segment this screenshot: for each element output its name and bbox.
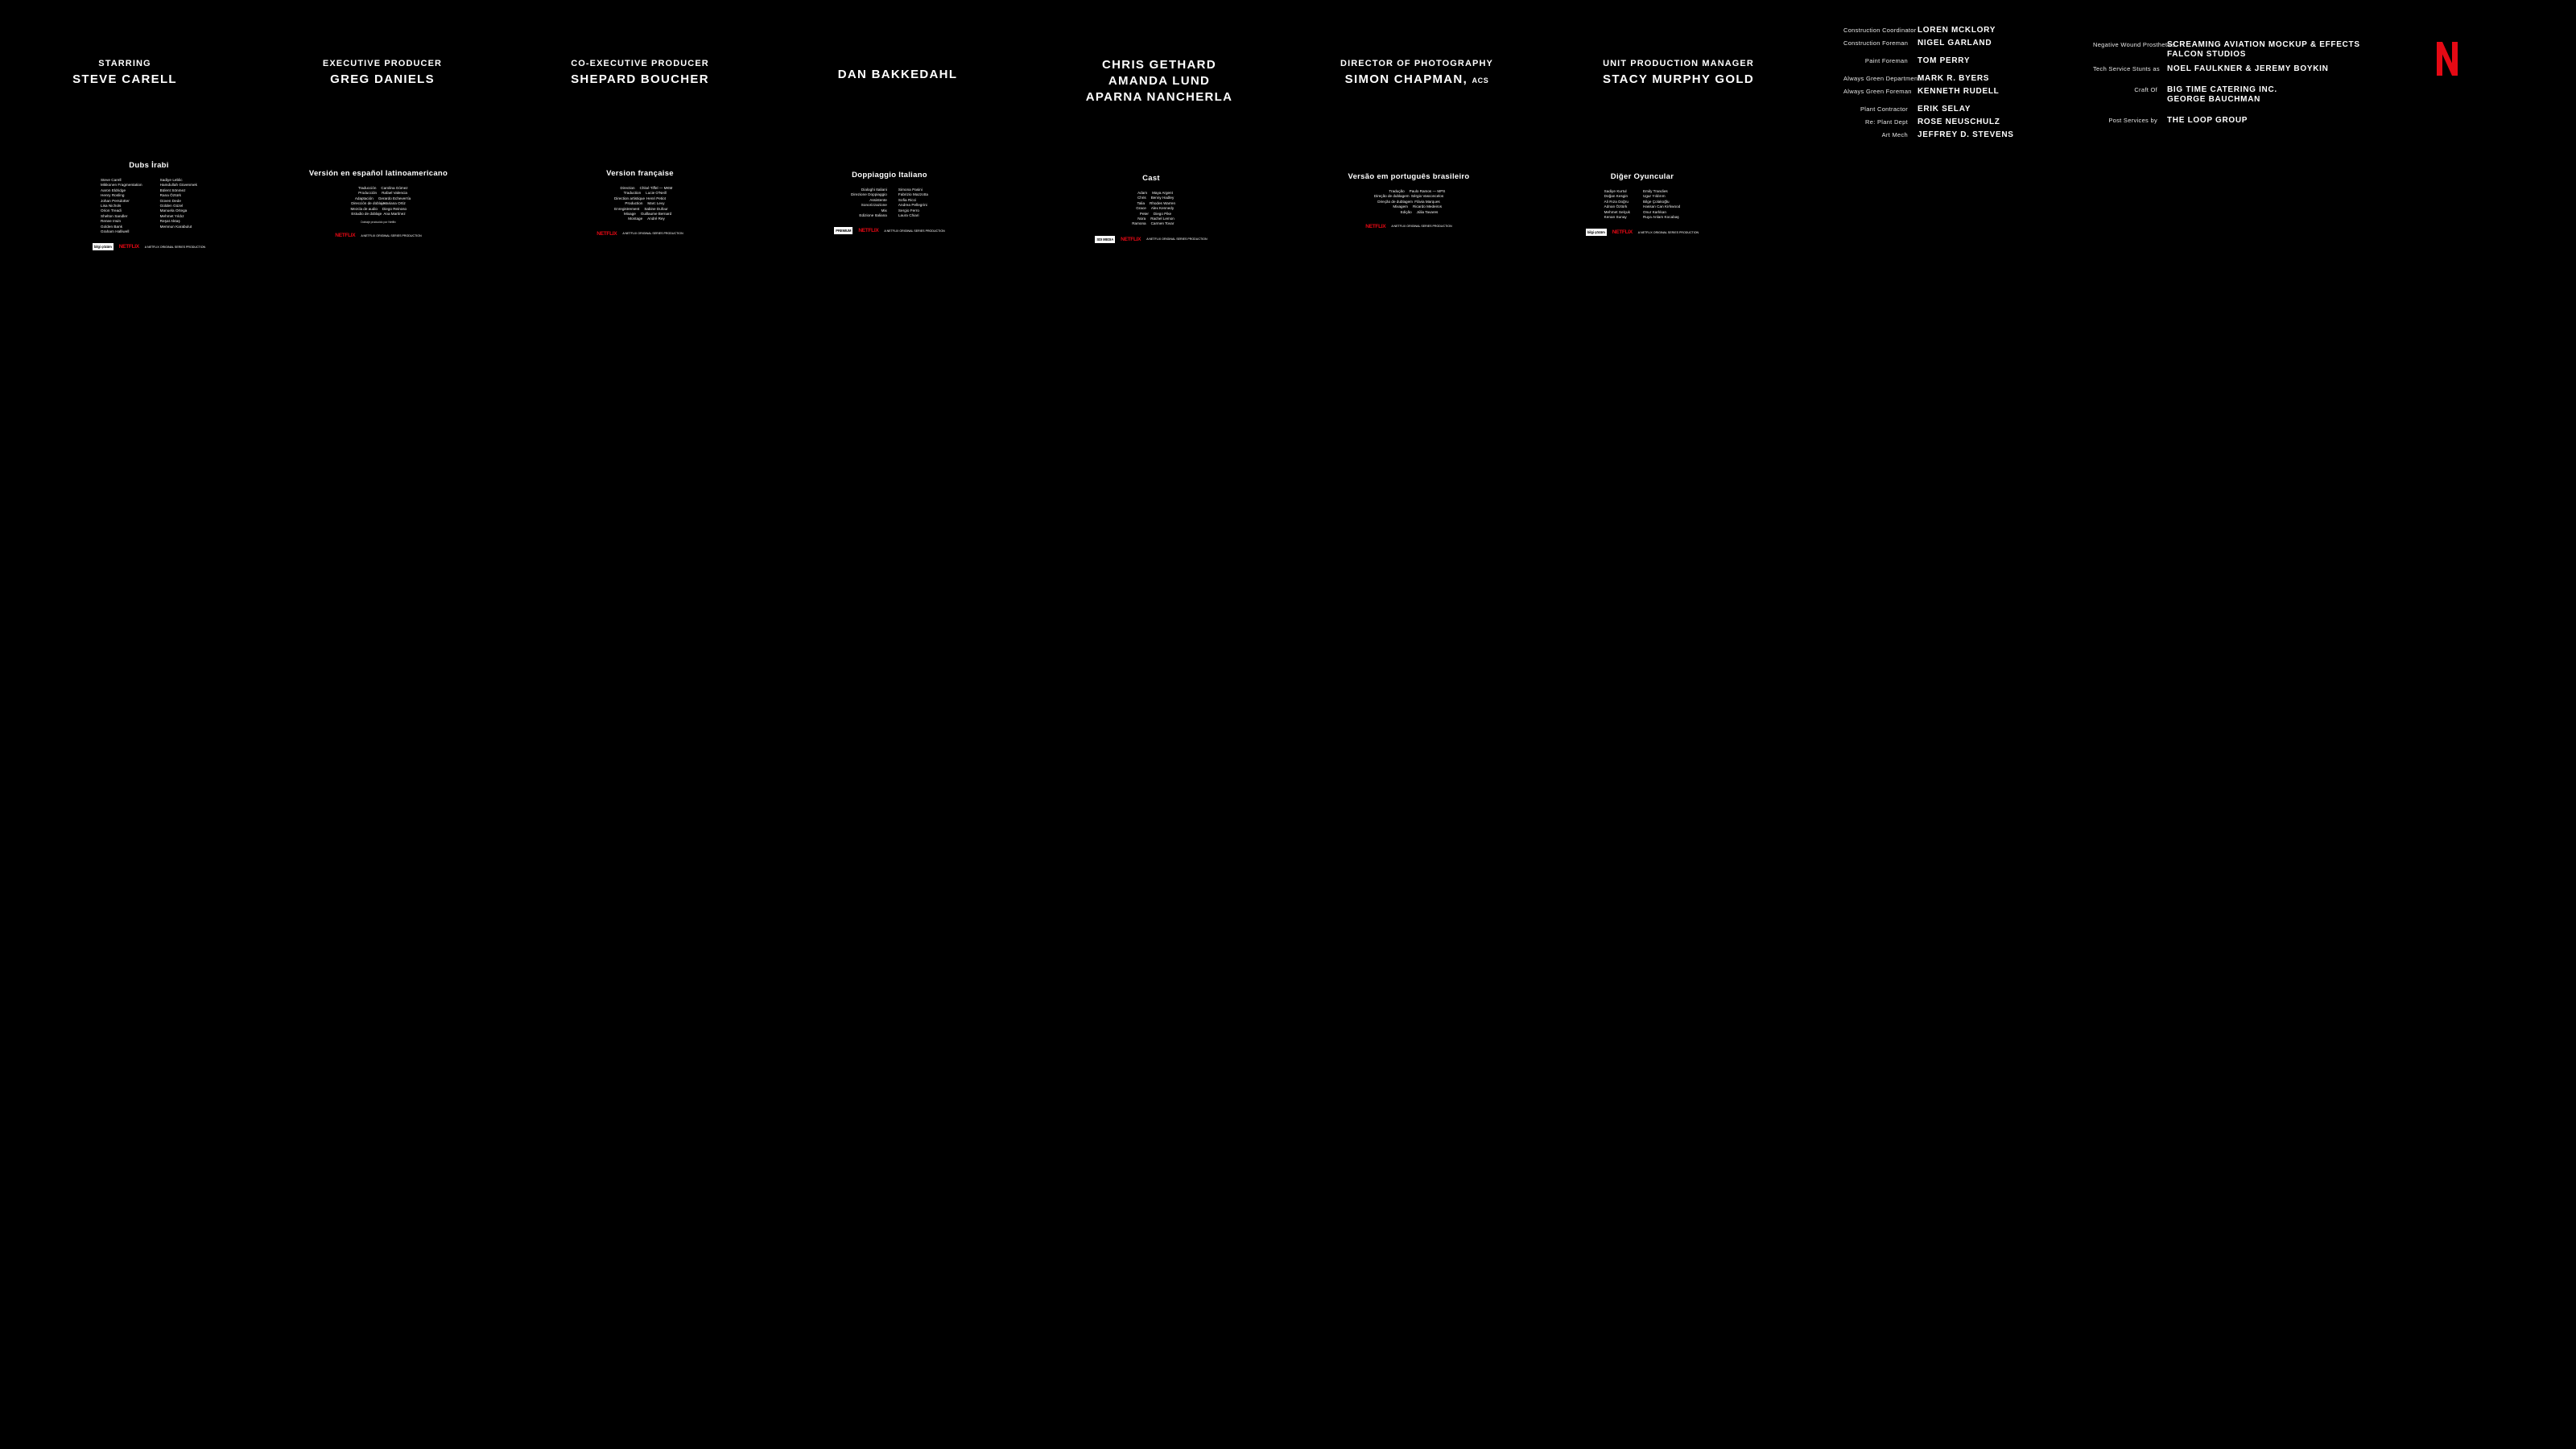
list-item: Laura Chiari — [898, 213, 919, 218]
list-item: Dialoghi Italiani — [861, 188, 887, 192]
tech-role: Construction Foreman — [1843, 39, 1909, 47]
credit-role-label: UNIT PRODUCTION MANAGER — [1603, 59, 1754, 68]
logo-strip — [282, 233, 475, 238]
lang-column-right — [1643, 189, 1680, 220]
list-item: Gülden Güzel — [159, 204, 184, 208]
tech-role: Negative Wound Prosthetics — [2093, 41, 2176, 48]
list-item: Golden Bank — [100, 224, 123, 229]
netflix-production-note: A NETFLIX ORIGINAL SERIES PRODUCTION — [884, 229, 945, 233]
list-item: Graham Halliwell — [100, 229, 130, 234]
lang-value: Chloé Tiffel — MKM — [639, 186, 673, 190]
lang-column-left — [851, 188, 887, 218]
list-item: Ali Rıza Doğru — [1604, 199, 1629, 204]
lang-key: Nora — [1137, 217, 1146, 221]
list-item: Onur Karlıkan — [1642, 209, 1666, 214]
tech-name: TOM PERRY — [1918, 56, 1971, 65]
tech-role: Craft Of — [2134, 86, 2157, 93]
lang-key: Direction artistique — [613, 196, 646, 200]
list-item: Direzione Doppiaggio — [850, 192, 887, 197]
list-item: Steve Carell — [100, 178, 122, 182]
list-item: Simona Pasini — [898, 188, 923, 192]
lang-key: Chris — [1137, 196, 1146, 200]
credit-name-label: DAN BAKKEDAHL — [837, 68, 958, 81]
lang-key: Tradução — [1389, 189, 1405, 193]
credit-role-label: EXECUTIVE PRODUCER — [322, 59, 443, 68]
list-item: Rana Öztürk — [159, 193, 181, 198]
lang-key: Dirección de doblaje — [351, 201, 385, 206]
credit-cast-trio — [1034, 55, 1284, 105]
studio-logo: bilgi çözüm — [93, 245, 112, 250]
tech-role: Always Green Department — [1843, 75, 1920, 82]
lang-value: Benny Hadley — [1150, 196, 1174, 200]
list-item: Shelton Sandler — [100, 213, 128, 218]
lang-value: Ricardo Medeiros — [1413, 204, 1442, 209]
netflix-production-note: A NETFLIX ORIGINAL SERIES PRODUCTION — [1637, 230, 1699, 234]
list-item: Manuela Ortega — [159, 208, 188, 213]
netflix-wordmark: NETFLIX — [1612, 229, 1633, 236]
credit-name-label — [1288, 72, 1546, 89]
netflix-production-note: A NETFLIX ORIGINAL SERIES PRODUCTION — [144, 245, 206, 249]
list-item: Reşat Aktaş — [159, 219, 180, 224]
list-item: Assistente — [869, 197, 887, 202]
credit-cast-dan-bakkedahl — [773, 64, 1022, 82]
list-item: Fabrizio Mazzotta — [898, 192, 929, 197]
list-item: Henry Rosling — [100, 193, 125, 198]
tech-role: Art Mech — [1881, 131, 1908, 138]
list-item: Andrea Pellegrini — [898, 203, 927, 208]
logo-strip — [76, 243, 221, 250]
tech-credit-row — [2093, 64, 2360, 74]
list-item — [351, 212, 405, 217]
lang-panel-french — [564, 169, 716, 237]
credit-co-executive-producer — [515, 58, 765, 87]
tech-name: JEFFREY D. STEVENS — [1918, 130, 2014, 139]
lang-value: Maya Argent — [1152, 191, 1173, 195]
lang-key: Montage — [628, 217, 643, 221]
lang-key: Production — [625, 201, 643, 206]
lang-panel-turkish-other-cast — [1574, 172, 1711, 236]
list-item — [1129, 221, 1174, 226]
list-item: Mikkonen Fragmentation — [100, 183, 142, 188]
list-item: Mix — [881, 208, 887, 213]
list-item: Güven Dede — [159, 198, 181, 203]
tech-role: Tech Service Stunts as — [2093, 65, 2160, 72]
credit-role-label: DIRECTOR OF PHOTOGRAPHY — [1340, 59, 1493, 68]
dop-name: SIMON CHAPMAN, — [1344, 72, 1468, 86]
logo-strip — [1320, 224, 1497, 229]
list-item: Renee Irwin — [100, 219, 122, 224]
credit-role-label: STARRING — [98, 59, 151, 68]
lang-column-right — [160, 178, 197, 234]
netflix-wordmark: NETFLIX — [858, 228, 879, 234]
lang-panel-turkish-dub — [76, 161, 221, 250]
logo-strip — [1091, 236, 1212, 243]
tech-name — [2167, 40, 2360, 60]
tech-name-main: SCREAMING AVIATION MOCKUP & EFFECTS — [2167, 40, 2360, 49]
list-item: Doğan Kesgin — [1604, 194, 1629, 199]
lang-value: Júlia Tavares — [1416, 209, 1439, 214]
lang-panel-title: Cast — [1142, 174, 1160, 183]
tech-credit-row — [1843, 74, 2014, 84]
tech-credit-row — [1843, 26, 2014, 35]
list-item: Mehmet Selçuk — [1604, 209, 1630, 214]
tech-name: KENNETH RUDELL — [1918, 87, 2000, 96]
studio-logo: bilgi çözüm — [1587, 230, 1605, 235]
tech-credit-row — [1843, 87, 2014, 97]
netflix-production-note: A NETFLIX ORIGINAL SERIES PRODUCTION — [622, 232, 683, 236]
credit-name-label-3: APARNA NANCHERLA — [1085, 90, 1233, 104]
list-item: Bülent Sönmez — [159, 188, 186, 192]
tech-name: NIGEL GARLAND — [1918, 39, 1992, 47]
list-item: Memnun Karabulut — [159, 224, 192, 229]
credit-name-label-2: AMANDA LUND — [1108, 74, 1211, 88]
dub-copyright-note: Doblaje producido por Netflix — [361, 221, 396, 225]
list-item: Bilge Çolakoğlu — [1642, 199, 1670, 204]
lang-column-right — [898, 188, 928, 218]
lang-key: Peter — [1139, 211, 1149, 216]
list-item: Sadiye Leblic — [159, 178, 183, 182]
list-item: Adnan Öztürk — [1604, 204, 1628, 209]
lang-value: Diego Reinoso — [382, 206, 407, 211]
tech-role: Always Green Foreman — [1843, 88, 1912, 95]
lang-key: Direction — [620, 186, 635, 190]
lang-panel-title: Diğer Oyuncular — [1610, 172, 1674, 181]
credit-name-label: STEVE CARELL — [72, 72, 177, 86]
tech-credits-right — [2093, 40, 2360, 129]
list-item: Sadiye Kurtul — [1604, 189, 1627, 193]
netflix-wordmark: NETFLIX — [597, 230, 617, 237]
list-item: Edizione Italiana — [859, 213, 887, 218]
logo-strip — [813, 227, 966, 234]
list-item: Sergio Ferro — [898, 208, 920, 213]
tech-credits-left — [1843, 26, 2014, 143]
lang-value: Lucie O'Neill — [646, 191, 667, 196]
netflix-production-note: A NETFLIX ORIGINAL SERIES PRODUCTION — [361, 233, 422, 237]
lang-panel-portuguese-br — [1320, 172, 1497, 229]
tech-credit-row — [2093, 85, 2360, 105]
credit-name-label: GREG DANIELS — [330, 72, 435, 86]
lang-value: Rafael Valencia — [382, 191, 407, 196]
lang-key: Mixage — [624, 212, 636, 217]
studio-logo: SDI MEDIA — [1096, 237, 1114, 242]
lang-value: Gerardo Echeverría — [378, 196, 411, 200]
list-item: Emily Trandies — [1642, 189, 1668, 193]
logo-strip — [564, 231, 716, 237]
lang-value: Carolina Gómez — [381, 186, 408, 190]
tech-role: Plant Contractor — [1860, 105, 1908, 113]
studio-logo: PREMIUM — [836, 229, 852, 233]
credit-unit-production-manager — [1550, 58, 1807, 87]
dop-suffix: ACS — [1472, 76, 1489, 85]
lang-value: Rhodes Warren — [1150, 200, 1175, 205]
lang-key: Traduction — [623, 191, 642, 196]
lang-key: Estudio de doblaje — [351, 212, 382, 217]
netflix-production-note: A NETFLIX ORIGINAL SERIES PRODUCTION — [1146, 237, 1208, 242]
tech-name: LOREN MCKLORY — [1918, 26, 1996, 35]
lang-panel-title: Versión en español latinoamericano — [308, 169, 448, 178]
tech-name: THE LOOP GROUP — [2167, 116, 2248, 125]
lang-key: Adaptación — [354, 196, 374, 200]
lang-value: Alex Kennedy — [1150, 206, 1174, 211]
lang-value: Henri Petiot — [646, 196, 666, 200]
list-item: Mehmet Yıldız — [159, 213, 184, 218]
list-item: Hassan Can Kirkwood — [1642, 204, 1681, 209]
lang-value: Paulo Ramos — MPS — [1409, 189, 1446, 193]
credit-name-label: SHEPARD BOUCHER — [571, 72, 709, 86]
lang-key: Ramona — [1132, 221, 1146, 226]
lang-value: Flávia Marques — [1414, 199, 1440, 204]
netflix-n-icon — [2436, 42, 2458, 76]
tech-credit-row — [1843, 56, 2014, 66]
list-item: Sonorizzazione — [861, 203, 887, 208]
tech-credit-row — [1843, 118, 2014, 127]
lang-column-left — [1604, 189, 1630, 220]
lang-key: Direção de dublagem — [1373, 194, 1410, 199]
tech-role: Construction Coordinator — [1843, 27, 1917, 34]
netflix-production-note: A NETFLIX ORIGINAL SERIES PRODUCTION — [1391, 225, 1452, 229]
list-item — [1380, 210, 1439, 215]
lang-panel-cast — [1091, 174, 1212, 243]
list-item: Hamdullah Güvenmek — [159, 183, 197, 188]
lang-value: Diego Pike — [1153, 211, 1172, 216]
lang-key: Mixagem — [1393, 204, 1408, 209]
lang-value: Mariana Ortiz — [383, 201, 406, 206]
tech-credit-row — [1843, 130, 2014, 140]
list-item: Johan Persdotter — [100, 198, 130, 203]
list-item: Lisa Nichols — [100, 204, 122, 208]
lang-key: Producción — [358, 191, 378, 196]
netflix-wordmark: NETFLIX — [1121, 236, 1141, 242]
lang-value: Rachel Lemon — [1150, 217, 1174, 221]
lang-value: Sérgio Vasconcelos — [1410, 194, 1444, 199]
tech-credit-row — [1843, 105, 2014, 114]
list-item: Ugur Yıldırım — [1642, 194, 1666, 199]
tech-credit-row — [2093, 116, 2360, 126]
tech-name: ROSE NEUSCHULZ — [1918, 118, 2000, 126]
lang-key: Direção de dublagem — [1377, 199, 1413, 204]
tech-name-main: BIG TIME CATERING INC. — [2167, 85, 2277, 94]
lang-key: Mezcla de audio — [350, 206, 378, 211]
tech-name: MARK R. BYERS — [1918, 74, 1990, 83]
netflix-wordmark: NETFLIX — [335, 233, 356, 239]
lang-panel-title: Versão em português brasileiro — [1348, 172, 1470, 181]
list-item: Ruya Anlam Kocabaş — [1642, 215, 1679, 220]
tech-role: Post Services by — [2108, 117, 2157, 124]
credit-starring — [0, 58, 250, 87]
credit-executive-producer — [258, 58, 507, 87]
lang-value: Guillaume Bernard — [640, 212, 672, 217]
lang-key: Enregistrement — [614, 206, 640, 211]
tech-role: Re: Plant Dept — [1865, 118, 1908, 126]
lang-key: Adam — [1137, 191, 1148, 195]
lang-panel-title: Dubs İrabi — [129, 161, 169, 170]
credit-role-label: CO-EXECUTIVE PRODUCER — [571, 59, 709, 68]
logo-strip — [1574, 229, 1711, 236]
lang-panel-spanish-latam — [282, 169, 475, 238]
netflix-wordmark: NETFLIX — [1365, 224, 1386, 230]
tech-role: Paint Foreman — [1864, 57, 1908, 64]
lang-key: Traducción — [357, 186, 377, 190]
list-item: Aaron Eldridge — [100, 188, 126, 192]
lang-panel-title: Version française — [606, 169, 674, 178]
list-item — [615, 217, 665, 221]
tech-credit-row — [1843, 39, 2014, 48]
lang-key: Edição — [1400, 209, 1412, 214]
tech-credit-row — [2093, 40, 2360, 60]
netflix-wordmark: NETFLIX — [118, 244, 139, 250]
tech-name: NOEL FAULKNER & JEREMY BOYKIN — [2167, 64, 2329, 73]
lang-value: Ana Martínez — [383, 212, 406, 217]
lang-value: Marc Levy — [647, 201, 665, 206]
lang-value: André Rey — [647, 217, 665, 221]
tech-name: ERIK SELAY — [1918, 105, 1971, 114]
tech-name — [2167, 85, 2277, 105]
credit-name-label: CHRIS GETHARD — [1102, 58, 1216, 72]
credit-director-of-photography — [1288, 58, 1546, 89]
lang-panel-italian — [813, 171, 966, 234]
list-item: Kenan Sunay — [1604, 215, 1627, 220]
list-item: Orion Treadi — [100, 208, 122, 213]
lang-value: Carmen Tovar — [1150, 221, 1174, 226]
lang-value: Sabine Dufour — [644, 206, 668, 211]
lang-key: Grace — [1136, 206, 1146, 211]
list-item: Sofia Ricci — [898, 197, 917, 202]
lang-panel-title: Doppiaggio Italiano — [852, 171, 927, 180]
tech-name-sub: GEORGE BAUCHMAN — [2167, 95, 2261, 104]
lang-key: Talia — [1137, 200, 1145, 205]
tech-name-sub: FALCON STUDIOS — [2167, 50, 2247, 59]
lang-column-left — [101, 178, 142, 234]
credit-name-label: STACY MURPHY GOLD — [1603, 72, 1754, 86]
